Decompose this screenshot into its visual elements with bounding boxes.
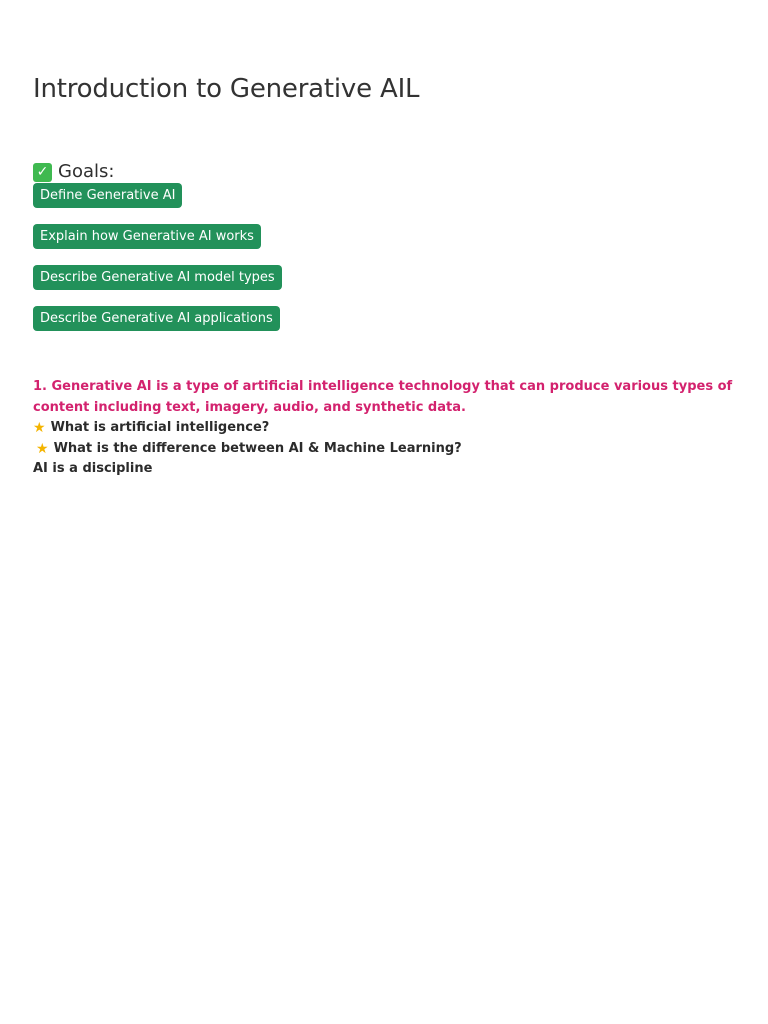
goal-item <box>33 183 735 224</box>
goal-chip-define: Define Generative AI <box>33 183 182 208</box>
body-line-1: AI is a discipline <box>33 461 153 476</box>
goal-chip-applications: Describe Generative AI applications <box>33 306 280 331</box>
highlighted-point-1: 1. Generative AI is a type of artificial intelligence technology that can produce various types of content including text, imagery, audio, and synthetic data. <box>33 379 733 415</box>
goal-chip-model-types: Describe Generative AI model types <box>33 265 282 290</box>
star-icon: ★ <box>36 440 49 457</box>
goals-list <box>33 183 735 347</box>
goals-heading <box>33 161 735 183</box>
page-title: Introduction to Generative AIL <box>33 74 420 104</box>
question-1 <box>33 418 735 439</box>
goal-chip-explain: Explain how Generative AI works <box>33 224 261 249</box>
goal-item <box>33 306 735 347</box>
goal-item <box>33 265 735 306</box>
question-2 <box>33 439 735 460</box>
check-mark-icon: ✓ <box>33 163 52 182</box>
goals-heading-label: Goals: <box>58 161 115 182</box>
content-section <box>33 377 735 480</box>
question-1-text: What is artificial intelligence? <box>50 420 270 435</box>
star-icon: ★ <box>33 420 46 437</box>
goal-item <box>33 224 735 265</box>
question-2-text: What is the difference between AI & Machine Learning? <box>53 440 462 456</box>
